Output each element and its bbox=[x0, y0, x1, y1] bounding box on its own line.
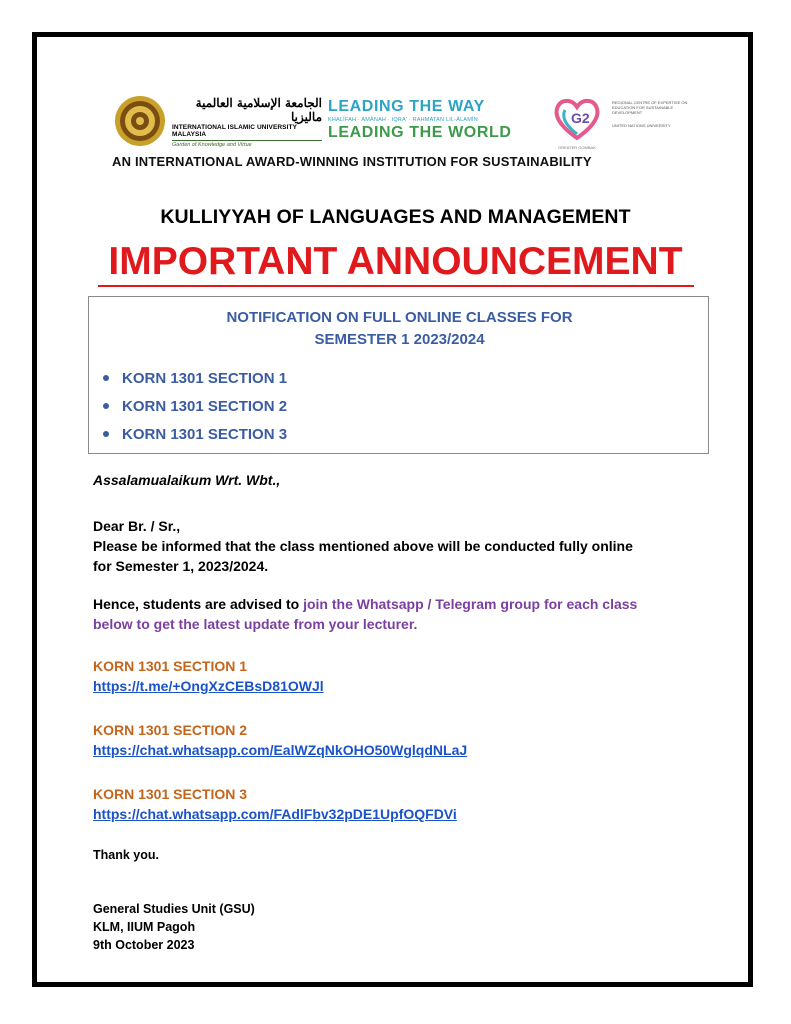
partner-logos bbox=[612, 100, 702, 128]
g2-caption: GREATER GOMBAK bbox=[558, 145, 596, 150]
signature-date: 9th October 2023 bbox=[93, 938, 195, 952]
svg-text:G2: G2 bbox=[571, 110, 590, 126]
leading-the-world: LEADING THE WORLD bbox=[328, 124, 512, 141]
university-name-block bbox=[172, 96, 322, 148]
advice-prefix: Hence, students are advised to bbox=[93, 596, 304, 612]
salutation: Dear Br. / Sr., bbox=[93, 518, 181, 534]
bullet-icon bbox=[103, 375, 109, 381]
course-label: KORN 1301 SECTION 1 bbox=[122, 370, 288, 387]
bullet-icon bbox=[103, 403, 109, 409]
list-item bbox=[101, 370, 287, 398]
section-2-heading: KORN 1301 SECTION 2 bbox=[93, 722, 248, 738]
header-banner bbox=[112, 94, 702, 174]
section-3-heading: KORN 1301 SECTION 3 bbox=[93, 786, 248, 802]
body-line: for Semester 1, 2023/2024. bbox=[93, 558, 269, 574]
course-label: KORN 1301 SECTION 3 bbox=[122, 426, 288, 443]
list-item bbox=[101, 398, 287, 426]
signature-place: KLM, IIUM Pagoh bbox=[93, 920, 196, 934]
headline-underline bbox=[98, 285, 694, 287]
faculty-title: KULLIYYAH OF LANGUAGES AND MANAGEMENT bbox=[160, 206, 631, 228]
greeting: Assalamualaikum Wrt. Wbt., bbox=[93, 472, 281, 488]
section-1-heading: KORN 1301 SECTION 1 bbox=[93, 658, 248, 674]
g2-heart-icon bbox=[552, 96, 602, 140]
advice-highlight-cont: below to get the latest update from your lecturer. bbox=[93, 616, 418, 632]
advice-highlight: join the Whatsapp / Telegram group for each class bbox=[303, 596, 638, 612]
list-item bbox=[101, 426, 287, 454]
leading-values: KHALĪFAH · AMĀNAH · IQRA' · RAHMATAN LIL-ĀLAMĪN bbox=[328, 117, 478, 123]
leading-slogan bbox=[328, 98, 548, 142]
announcement-headline: IMPORTANT ANNOUNCEMENT bbox=[108, 240, 683, 283]
award-tagline: AN INTERNATIONAL AWARD-WINNING INSTITUTION FOR SUSTAINABILITY bbox=[112, 154, 592, 169]
closing: Thank you. bbox=[93, 848, 159, 862]
course-label: KORN 1301 SECTION 2 bbox=[122, 398, 288, 415]
university-tagline: Garden of Knowledge and Virtue bbox=[172, 140, 322, 148]
rce-label: REGIONAL CENTRE OF EXPERTISE ON EDUCATION FOR SUSTAINABLE DEVELOPMENT bbox=[612, 100, 688, 115]
section-3-group-link[interactable]: https://chat.whatsapp.com/FAdlFbv32pDE1UpfOQFDVi bbox=[93, 806, 457, 822]
course-list bbox=[101, 370, 287, 454]
greater-gombak-logo bbox=[552, 96, 602, 148]
university-arabic-name: الجامعة الإسلامية العالمية ماليزيا bbox=[195, 96, 322, 124]
bullet-icon bbox=[103, 431, 109, 437]
signature-unit: General Studies Unit (GSU) bbox=[93, 902, 255, 916]
unu-label: UNITED NATIONS UNIVERSITY bbox=[612, 123, 671, 128]
advice-paragraph bbox=[93, 594, 713, 614]
leading-the-way: LEADING THE WAY bbox=[328, 98, 485, 115]
body-line: Please be informed that the class mentioned above will be conducted fully online bbox=[93, 538, 633, 554]
iium-seal-logo bbox=[112, 94, 168, 148]
notice-title-line-2: SEMESTER 1 2023/2024 bbox=[314, 331, 485, 348]
section-1-group-link[interactable]: https://t.me/+OngXzCEBsD81OWJl bbox=[93, 678, 324, 694]
section-2-group-link[interactable]: https://chat.whatsapp.com/EalWZqNkOHO50WglqdNLaJ bbox=[93, 742, 468, 758]
university-name: INTERNATIONAL ISLAMIC UNIVERSITY MALAYSIA bbox=[172, 124, 297, 138]
notice-title-line-1: NOTIFICATION ON FULL ONLINE CLASSES FOR bbox=[226, 309, 573, 326]
notice-title bbox=[89, 307, 710, 351]
letter-body bbox=[93, 470, 713, 954]
notice-box bbox=[88, 296, 709, 454]
